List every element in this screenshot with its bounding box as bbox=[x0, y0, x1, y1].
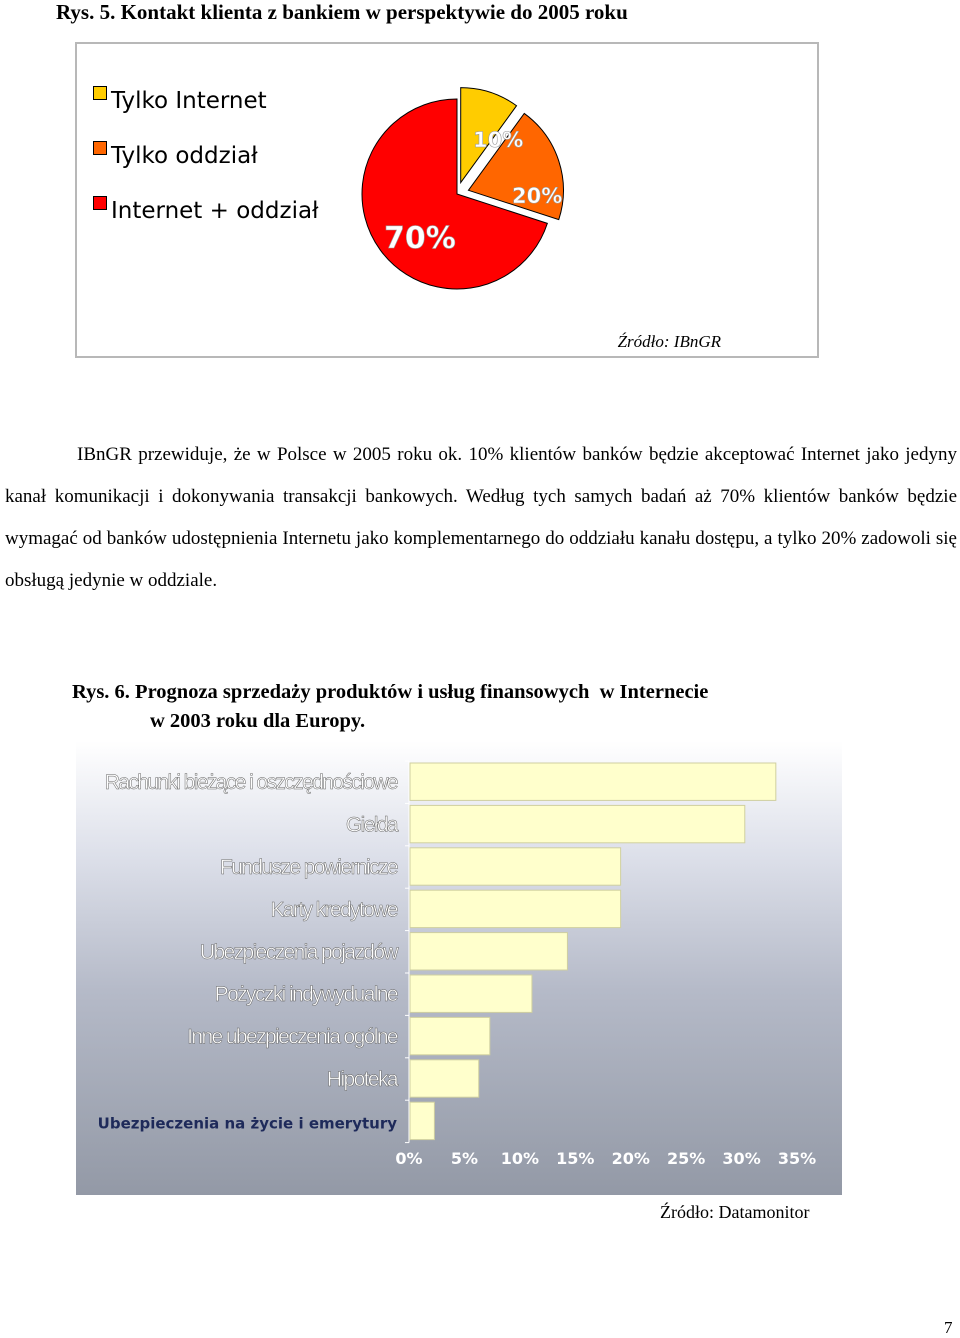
legend-label: Tylko Internet bbox=[111, 88, 267, 114]
legend-label: Internet + oddział bbox=[111, 198, 319, 224]
bar bbox=[410, 1060, 479, 1097]
legend-swatch-tylko-oddzial bbox=[93, 141, 107, 155]
pie-label-70: 70% bbox=[384, 221, 456, 256]
figure-2-title bbox=[72, 678, 708, 736]
x-tick-label: 35% bbox=[777, 1149, 817, 1168]
category-label: Fundusze powiernicze bbox=[220, 856, 397, 879]
legend-label: Tylko oddział bbox=[111, 143, 258, 169]
figure-2-title-line-1: Rys. 6. Prognoza sprzedaży produktów i usług finansowych w Internecie bbox=[72, 681, 709, 703]
pie-legend bbox=[93, 84, 319, 249]
x-tick-label: 15% bbox=[556, 1149, 595, 1168]
legend-item-tylko-oddzial bbox=[93, 139, 319, 194]
category-label: Inne ubezpieczenia ogólne bbox=[187, 1025, 397, 1049]
x-tick-label: 5% bbox=[450, 1149, 479, 1168]
category-label: Karty kredytowe bbox=[270, 898, 397, 922]
pie-label-20: 20% bbox=[512, 184, 563, 208]
x-tick-label: 25% bbox=[666, 1149, 706, 1168]
category-label: Rachunki bieżące i oszczędnościowe bbox=[104, 771, 397, 795]
bar bbox=[410, 975, 532, 1012]
bar bbox=[410, 805, 745, 842]
category-label: Pożyczki indywydualne bbox=[214, 983, 397, 1007]
figure-2-title-line-2: w 2003 roku dla Europy. bbox=[150, 710, 366, 732]
x-tick-label: 0% bbox=[395, 1149, 423, 1168]
x-tick-label: 10% bbox=[500, 1149, 540, 1168]
bar bbox=[410, 1017, 490, 1054]
category-label: Hipoteka bbox=[326, 1068, 397, 1091]
category-label: Ubezpieczenia na życie i emerytury bbox=[97, 1114, 397, 1133]
bar bbox=[410, 763, 776, 800]
category-label: Ubezpieczenia pojazdów bbox=[199, 940, 397, 964]
category-label: Giełda bbox=[345, 813, 397, 837]
body-paragraph bbox=[5, 434, 957, 602]
figure-1-title: Rys. 5. Kontakt klienta z bankiem w perspektywie do 2005 roku bbox=[56, 0, 628, 24]
figure-1-source: Źródło: IBnGR bbox=[617, 332, 721, 351]
bar bbox=[410, 848, 621, 885]
figure-2-source: Źródło: Datamonitor bbox=[660, 1202, 810, 1222]
legend-swatch-internet-oddzial bbox=[93, 196, 107, 210]
legend-item-internet-oddzial bbox=[93, 194, 319, 249]
pie-chart-frame bbox=[75, 42, 819, 358]
legend-swatch-tylko-internet bbox=[93, 86, 107, 100]
legend-item-tylko-internet bbox=[93, 84, 319, 139]
paragraph-text: IBnGR przewiduje, że w Polsce w 2005 roku ok. 10% klientów banków będzie akceptować Internet jako jedyny kanał komunikacji i dokonywania transakcji bankowych. Według tych samych badań aż 70% klientów banków będzie wymagać od banków udostępnienia Internetu jako komplementarnego do oddziału kanału dostępu, a tylko 20% zadowoli się obsługą jedynie w oddziale. bbox=[5, 444, 957, 591]
bar-chart-frame bbox=[76, 741, 842, 1195]
bar bbox=[410, 933, 567, 970]
bar bbox=[410, 1102, 434, 1139]
pie-label-10: 10% bbox=[473, 128, 524, 152]
bar-chart bbox=[76, 741, 842, 1195]
x-tick-label: 20% bbox=[611, 1149, 650, 1168]
pie-chart bbox=[357, 64, 657, 314]
page-number: 7 bbox=[944, 1318, 953, 1337]
x-tick-label: 30% bbox=[722, 1149, 761, 1168]
bar bbox=[410, 890, 621, 927]
